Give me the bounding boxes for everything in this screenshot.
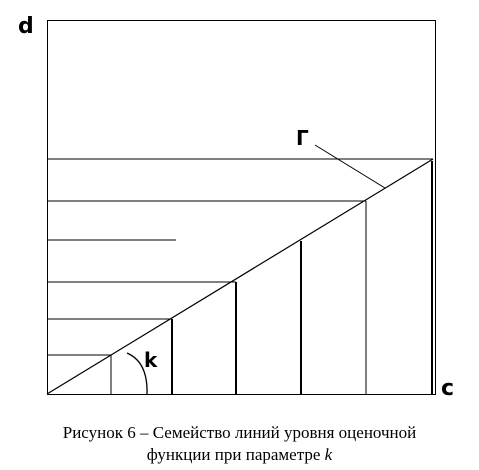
caption-param-k: k: [324, 445, 333, 464]
angle-label-k: k: [144, 348, 158, 372]
axis-label-d: d: [18, 14, 34, 39]
line-label-gamma: Г: [296, 126, 309, 150]
caption-line-1: Рисунок 6 – Семейство линий уровня оценочной: [62, 423, 417, 442]
diagonal-line-gamma: [47, 159, 433, 394]
diagram-frame: [48, 21, 436, 395]
figure-caption: [0, 422, 479, 466]
caption-line-2-text: функции при параметре: [146, 445, 325, 464]
gamma-leader-line: [315, 145, 385, 188]
axis-label-c: c: [441, 376, 455, 401]
caption-line-2: [0, 444, 479, 466]
